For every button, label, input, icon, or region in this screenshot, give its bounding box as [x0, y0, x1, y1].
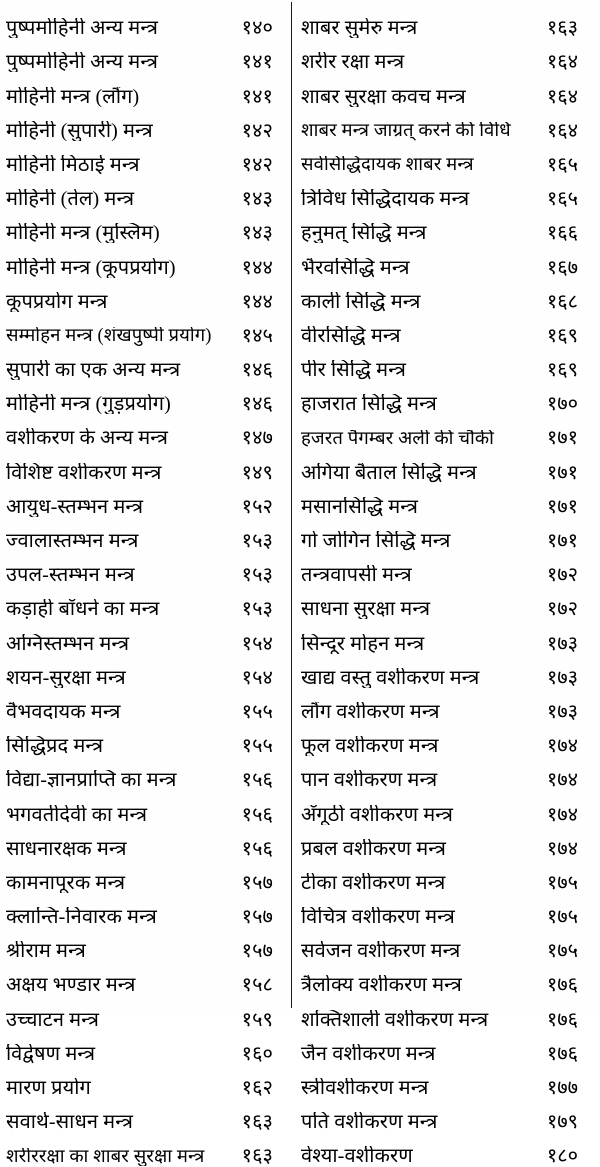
index-rows — [4, 4, 594, 1166]
entry-title: गो जोगिन सिद्धि मन्त्र — [300, 531, 451, 551]
entry-page: १६७ — [546, 256, 579, 279]
entry-title: अग्निस्तम्भन मन्त्र — [6, 633, 130, 654]
entry-title: साधनारक्षक मन्त्र — [6, 838, 127, 859]
entry-title: साधना सुरक्षा मन्त्र — [300, 599, 431, 620]
entry-page: १५७ — [241, 871, 273, 894]
entry-title: मोहिनी मन्त्र (कूपप्रयोग) — [6, 257, 176, 278]
entry-title: उपल-स्तम्भन मन्त्र — [6, 565, 135, 586]
entry-title: शरीररक्षा का शाबर सुरक्षा मन्त्र — [6, 1147, 205, 1167]
entry-page: १७५ — [546, 940, 579, 963]
entry-page: १५५ — [241, 700, 273, 723]
entry-page: १७२ — [546, 598, 579, 621]
entry-title: मोहिनी मन्त्र (गुड़प्रयोग) — [6, 394, 171, 415]
entry-title: पुष्पमोहिनी अन्य मन्त्र — [6, 52, 159, 73]
entry-title: वशीकरण के अन्य मन्त्र — [6, 428, 169, 449]
entry-page: १८० — [546, 1145, 579, 1167]
entry-title: आयुध-स्तम्भन मन्त्र — [6, 496, 144, 517]
table-row — [4, 585, 594, 619]
entry-title: शाबर सुमेरु मन्त्र — [300, 18, 418, 39]
entry-page: १६८ — [546, 290, 579, 313]
entry-title: जैन वशीकरण मन्त्र — [300, 1043, 436, 1064]
entry-page: १७० — [546, 393, 579, 416]
entry-page: १५२ — [241, 495, 273, 518]
entry-page: १४४ — [241, 256, 273, 279]
entry-page: १७१ — [546, 461, 579, 484]
entry-title: सुपारी का एक अन्य मन्त्र — [6, 360, 181, 381]
entry-title: सवार्थ-साधन मन्त्र — [6, 1112, 133, 1133]
entry-page: १७४ — [546, 837, 579, 860]
entry-title: सर्वसिद्धिदायक शाबर मन्त्र — [300, 156, 474, 175]
entry-title: मोहिनी मिठाई मन्त्र — [6, 154, 140, 175]
index-table — [4, 4, 594, 1166]
entry-page: १७३ — [546, 666, 579, 689]
entry-title: मोहिनी (तेल) मन्त्र — [6, 189, 135, 210]
entry-page: १६३ — [241, 1145, 273, 1167]
entry-page: १५३ — [241, 564, 273, 587]
table-row — [4, 1064, 594, 1098]
entry-page: १६५ — [546, 188, 579, 211]
entry-page: १५९ — [241, 1008, 273, 1031]
table-row — [4, 38, 594, 72]
entry-title: सिन्दूर मोहन मन्त्र — [300, 633, 425, 654]
table-row — [4, 1098, 594, 1132]
entry-title: भगवतीदेवी का मन्त्र — [6, 804, 148, 825]
entry-title: हजरत पैगम्बर अली की चौंकी — [300, 429, 495, 449]
entry-page: १६३ — [546, 17, 579, 40]
entry-title: त्रिविध सिद्धिदायक मन्त्र — [300, 189, 470, 210]
entry-page: १६२ — [241, 1077, 273, 1099]
entry-page: १५७ — [241, 906, 273, 929]
entry-page: १४९ — [241, 461, 273, 484]
entry-title: हनुमत् सिद्धि मन्त्र — [300, 223, 427, 244]
entry-title: कूपप्रयोग मन्त्र — [6, 291, 108, 312]
table-row — [4, 209, 594, 243]
entry-title: शरीर रक्षा मन्त्र — [300, 52, 405, 73]
entry-page: १४३ — [241, 188, 273, 211]
table-row — [4, 141, 594, 175]
table-row — [4, 448, 594, 482]
entry-title: मोहिनी (सुपारी) मन्त्र — [6, 120, 153, 141]
entry-title: ज्वालास्तम्भन मन्त्र — [6, 531, 139, 551]
table-row — [4, 346, 594, 380]
entry-title: सम्मोहन मन्त्र (शंखपुष्पी प्रयोग) — [6, 327, 212, 346]
table-row — [4, 688, 594, 722]
entry-title: मारण प्रयोग — [6, 1078, 91, 1098]
entry-page: १७९ — [546, 1111, 579, 1134]
entry-page: १४६ — [241, 359, 273, 382]
entry-page: १७१ — [546, 427, 579, 450]
table-row — [4, 243, 594, 277]
table-row — [4, 278, 594, 312]
entry-page: १६४ — [546, 85, 579, 108]
entry-page: १४६ — [241, 393, 273, 416]
table-row — [4, 380, 594, 414]
entry-page: १७५ — [546, 871, 579, 894]
entry-title: पान वशीकरण मन्त्र — [300, 770, 438, 791]
entry-title: फूल वशीकरण मन्त्र — [300, 736, 439, 757]
entry-title: सर्वजन वशीकरण मन्त्र — [300, 941, 461, 962]
entry-title: श्रीराम मन्त्र — [6, 941, 86, 962]
entry-title: अक्षय भण्डार मन्त्र — [6, 975, 136, 996]
entry-title: मोहिनी मन्त्र (लौंग) — [6, 86, 140, 107]
entry-title: प्रबल वशीकरण मन्त्र — [300, 838, 447, 859]
entry-page: १७५ — [546, 906, 579, 929]
entry-title: मसानसिद्धि मन्त्र — [300, 496, 419, 517]
entry-title: क्लान्ति-निवारक मन्त्र — [6, 907, 157, 928]
table-row — [4, 312, 594, 346]
entry-page: १४१ — [241, 51, 273, 74]
table-row — [4, 893, 594, 927]
entry-page: १५४ — [241, 632, 273, 655]
entry-title: उच्चाटन मन्त्र — [6, 1009, 99, 1030]
table-row — [4, 961, 594, 995]
entry-title: शाबर मन्त्र जाग्रत् करने की विधि — [300, 122, 511, 141]
entry-title: वीरसिद्धि मन्त्र — [300, 325, 401, 346]
entry-title: पुष्पमोहिनी अन्य मन्त्र — [6, 18, 159, 39]
entry-title: कड़ाही बाँधने का मन्त्र — [6, 599, 160, 620]
entry-title: अगिया बैताल सिद्धि मन्त्र — [300, 462, 477, 483]
entry-page: १५६ — [241, 837, 273, 860]
table-row — [4, 722, 594, 756]
entry-page: १६० — [241, 1042, 273, 1065]
entry-page: १४३ — [241, 222, 273, 245]
table-row — [4, 175, 594, 209]
table-row — [4, 927, 594, 961]
entry-page: १७४ — [546, 769, 579, 792]
table-row — [4, 825, 594, 859]
table-row — [4, 995, 594, 1029]
entry-title: टीका वशीकरण मन्त्र — [300, 872, 446, 893]
entry-page: १६६ — [546, 222, 579, 245]
entry-page: १७३ — [546, 700, 579, 723]
table-row — [4, 859, 594, 893]
entry-title: शक्तिशाली वशीकरण मन्त्र — [300, 1009, 489, 1030]
table-row — [4, 483, 594, 517]
entry-page: १६९ — [546, 324, 579, 347]
entry-title: खाद्य वस्तु वशीकरण मन्त्र — [300, 667, 480, 688]
table-row — [4, 107, 594, 141]
entry-page: १६५ — [546, 153, 579, 176]
entry-page: १७४ — [546, 803, 579, 826]
table-row — [4, 790, 594, 824]
table-row — [4, 1030, 594, 1064]
entry-page: १४५ — [241, 324, 273, 347]
entry-page: १७१ — [546, 495, 579, 518]
entry-page: १७६ — [546, 974, 579, 997]
entry-title: कामनापूरक मन्त्र — [6, 872, 126, 893]
entry-title: सिद्धिप्रद मन्त्र — [6, 736, 104, 757]
table-row — [4, 551, 594, 585]
entry-page: १७६ — [546, 1042, 579, 1065]
entry-page: १४७ — [241, 427, 273, 450]
entry-page: १७७ — [546, 1077, 579, 1099]
entry-page: १४२ — [241, 119, 273, 142]
entry-page: १५३ — [241, 598, 273, 621]
entry-page: १४१ — [241, 85, 273, 108]
entry-page: १७४ — [546, 735, 579, 758]
table-row — [4, 72, 594, 106]
entry-title: शाबर सुरक्षा कवच मन्त्र — [300, 86, 466, 107]
table-row — [4, 4, 594, 38]
entry-title: काली सिद्धि मन्त्र — [300, 291, 421, 312]
entry-page: १५५ — [241, 735, 273, 758]
entry-title: विद्वेषण मन्त्र — [6, 1043, 96, 1064]
table-row — [4, 654, 594, 688]
entry-title: अँगूठी वशीकरण मन्त्र — [300, 804, 454, 825]
entry-title: विशिष्ट वशीकरण मन्त्र — [6, 462, 162, 483]
entry-title: विद्या-ज्ञानप्राप्ति का मन्त्र — [6, 770, 177, 791]
entry-title: वैभवदायक मन्त्र — [6, 701, 121, 722]
entry-page: १६४ — [546, 119, 579, 142]
entry-page: १५८ — [241, 974, 273, 997]
entry-title: पति वशीकरण मन्त्र — [300, 1112, 438, 1133]
table-row — [4, 414, 594, 448]
entry-title: शयन-सुरक्षा मन्त्र — [6, 667, 126, 688]
entry-title: वेश्या-वशीकरण — [300, 1146, 413, 1167]
entry-title: तन्त्रवापसी मन्त्र — [300, 565, 412, 586]
entry-page: १७१ — [546, 530, 579, 552]
entry-title: मोहिनी मन्त्र (मुस्लिम) — [6, 223, 160, 244]
table-row — [4, 756, 594, 790]
entry-page: १५६ — [241, 769, 273, 792]
column-divider — [291, 2, 292, 1008]
entry-page: १४२ — [241, 153, 273, 176]
entry-title: स्त्रीवशीकरण मन्त्र — [300, 1078, 429, 1098]
table-row — [4, 619, 594, 653]
entry-title: विचित्र वशीकरण मन्त्र — [300, 907, 455, 928]
entry-title: हाजरात सिद्धि मन्त्र — [300, 394, 437, 415]
entry-page: १७६ — [546, 1008, 579, 1031]
entry-title: त्रैलोक्य वशीकरण मन्त्र — [300, 975, 462, 996]
entry-title: लौंग वशीकरण मन्त्र — [300, 701, 440, 722]
entry-page: १५७ — [241, 940, 273, 963]
entry-page: १४० — [241, 17, 273, 40]
entry-page: १६९ — [546, 359, 579, 382]
entry-page: १५४ — [241, 666, 273, 689]
entry-page: १६३ — [241, 1111, 273, 1134]
entry-page: १७३ — [546, 632, 579, 655]
entry-title: पीर सिद्धि मन्त्र — [300, 360, 406, 381]
table-row — [4, 517, 594, 551]
entry-page: १६४ — [546, 51, 579, 74]
entry-title: भैरवसिद्धि मन्त्र — [300, 257, 410, 278]
entry-page: १५६ — [241, 803, 273, 826]
table-row — [4, 1132, 594, 1166]
entry-page: १५३ — [241, 530, 273, 552]
entry-page: १७२ — [546, 564, 579, 587]
entry-page: १४४ — [241, 290, 273, 313]
